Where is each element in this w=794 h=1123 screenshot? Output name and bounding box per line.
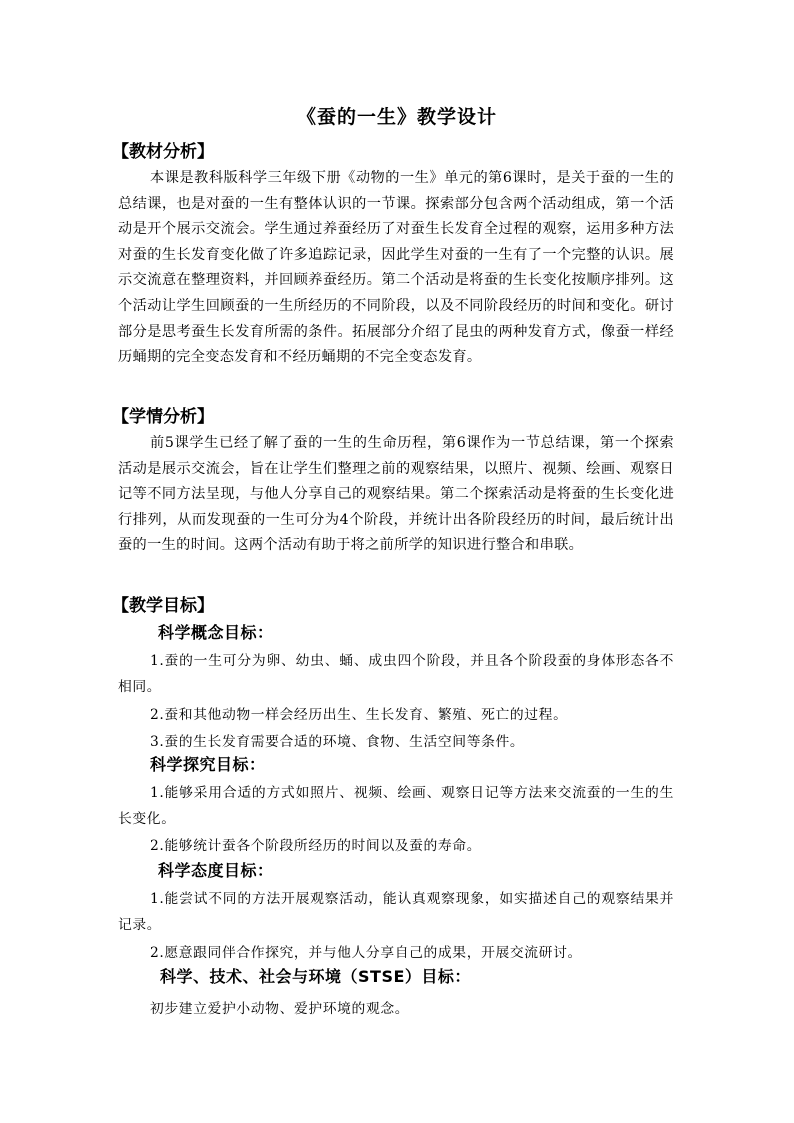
concept-item-1: 1.蚕的一生可分为卵、幼虫、蛹、成虫四个阶段，并且各个阶段蚕的身体形态各不相同。 — [118, 653, 674, 695]
stse-item-1: 初步建立爱护小动物、爱护环境的观念。 — [150, 1001, 410, 1017]
attitude-goal-heading: 科学态度目标： — [158, 861, 274, 880]
attitude-item-1: 1.能尝试不同的方法开展观察活动，能认真观察现象，如实描述自己的观察结果并记录。 — [118, 891, 674, 933]
document-title: 《蚕的一生》教学设计 — [296, 106, 497, 128]
section-heading-learner: 【学情分析】 — [112, 407, 214, 427]
inquiry-item-1: 1.能够采用合适的方式如照片、视频、绘画、观察日记等方法来交流蚕的一生的生长变化。 — [118, 785, 674, 827]
section-heading-goals: 【教学目标】 — [112, 596, 214, 616]
inquiry-item-2: 2.能够统计蚕各个阶段所经历的时间以及蚕的寿命。 — [150, 838, 482, 854]
concept-item-2: 2.蚕和其他动物一样会经历出生、生长发育、繁殖、死亡的过程。 — [150, 707, 568, 723]
inquiry-goal-heading: 科学探究目标： — [150, 755, 266, 774]
learner-paragraph: 前5课学生已经了解了蚕的一生的生命历程，第6课作为一节总结课，第一个探索活动是展示交流会，旨在让学生们整理之前的观察结果，以照片、视频、绘画、观察日记等不同方法呈现，与他人分享自己的观察结果。第二个探索活动是将蚕的生长变化进行排列，从而发现蚕的一生可分为4个阶段，并统计出各阶段经历的时间，最后统计出蚕的一生的时间。这两个活动有助于将之前所学的知识进行整合和串联。 — [118, 435, 674, 554]
concept-goal-heading: 科学概念目标： — [158, 623, 274, 642]
concept-item-3: 3.蚕的生长发育需要合适的环境、食物、生活空间等条件。 — [150, 734, 525, 750]
attitude-item-2: 2.愿意跟同伴合作探究，并与他人分享自己的成果，开展交流研讨。 — [150, 945, 582, 961]
section-heading-analysis: 【教材分析】 — [112, 142, 214, 162]
analysis-paragraph: 本课是教科版科学三年级下册《动物的一生》单元的第6课时，是关于蚕的一生的总结课，也是对蚕的一生有整体认识的一节课。探索部分包含两个活动组成，第一个活动是开个展示交流会。学生通过养蚕经历了对蚕生长发育全过程的观察，运用多种方法对蚕的生长发育变化做了许多追踪记录，因此学生对蚕的一生有了一个完整的认识。展示交流意在整理资料，并回顾养蚕经历。第二个活动是将蚕的生长变化按顺序排列。这个活动让学生回顾蚕的一生所经历的不同阶段，以及不同阶段经历的时间和变化。研讨部分是思考蚕生长发育所需的条件。拓展部分介绍了昆虫的两种发育方式，像蚕一样经历蛹期的完全变态发育和不经历蛹期的不完全变态发育。 — [118, 170, 674, 366]
stse-goal-heading: 科学、技术、社会与环境（STSE）目标： — [160, 967, 471, 986]
